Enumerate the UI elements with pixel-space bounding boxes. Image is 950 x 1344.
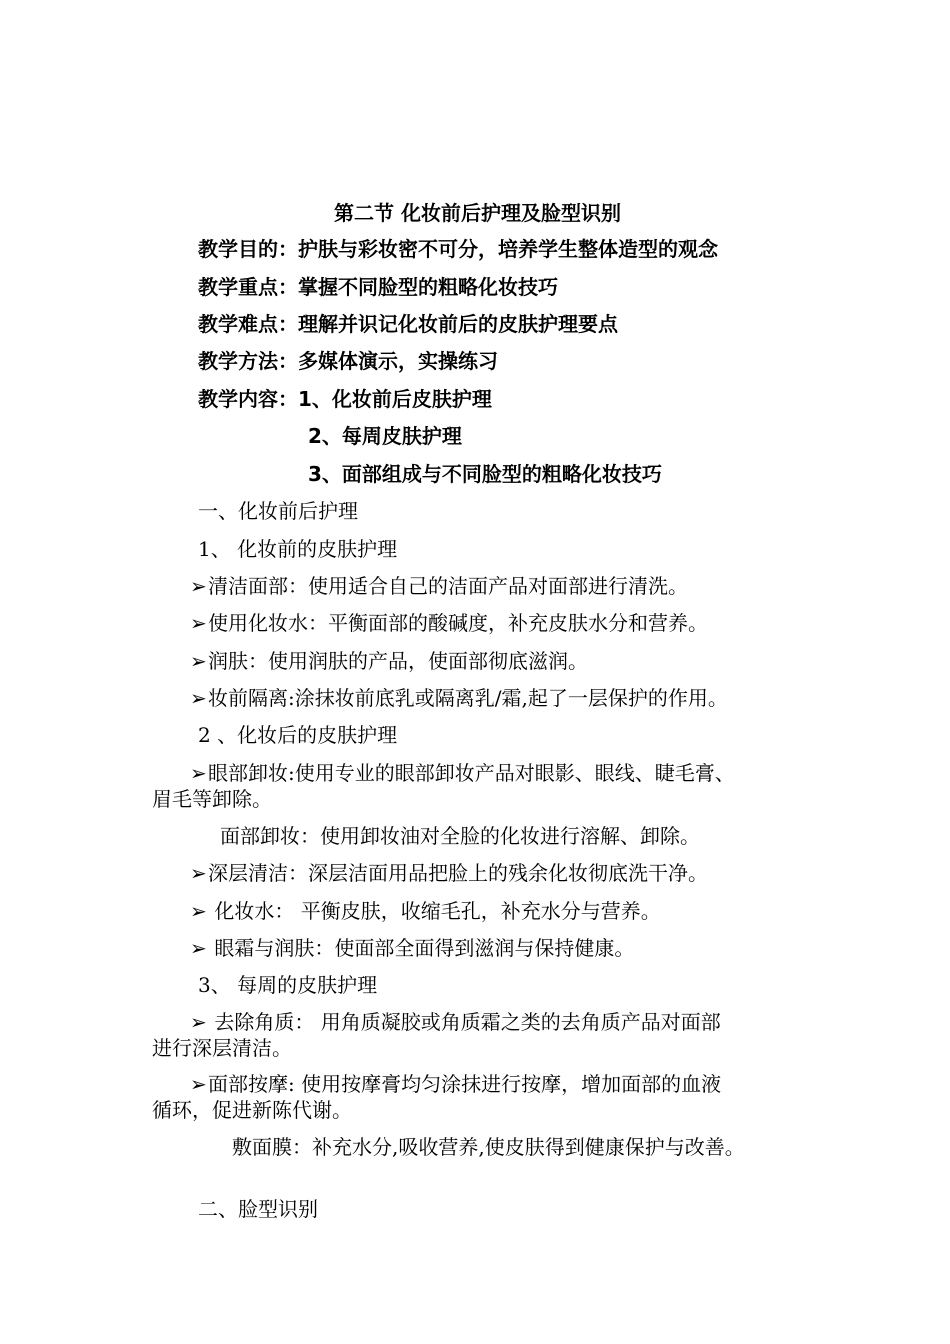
list-item (190, 760, 735, 786)
list-item-continuation: 眉毛等卸除。 (152, 787, 272, 811)
list-item-text: 清洁面部：使用适合自己的洁面产品对面部进行清洗。 (208, 574, 688, 598)
list-item-text: 面部按摩: 使用按摩膏均匀涂抹进行按摩，增加面部的血液 (208, 1072, 722, 1096)
list-item (190, 610, 708, 636)
sub1-heading: 1、 化妆前的皮肤护理 (198, 537, 398, 561)
list-item (190, 935, 634, 961)
list-item (190, 860, 708, 886)
list-item-text: 化妆水： 平衡皮肤，收缩毛孔，补充水分与营养。 (208, 899, 661, 923)
arrow-bullet-icon: ➢ (190, 1010, 207, 1034)
arrow-bullet-icon: ➢ (190, 761, 207, 785)
list-item (190, 1071, 721, 1097)
page-title: 第二节 化妆前后护理及脸型识别 (334, 201, 621, 225)
list-item-text: 妆前隔离:涂抹妆前底乳或隔离乳/霜,起了一层保护的作用。 (208, 686, 728, 710)
arrow-bullet-icon: ➢ (190, 574, 207, 598)
list-item: 敷面膜：补充水分,吸收营养,使皮肤得到健康保护与改善。 (232, 1135, 745, 1159)
sub2-heading: 2 、化妆后的皮肤护理 (198, 723, 398, 747)
list-item-continuation: 循环，促进新陈代谢。 (152, 1098, 352, 1122)
list-item (190, 685, 728, 711)
list-item (190, 648, 588, 674)
teaching-focus: 教学重点：掌握不同脸型的粗略化妆技巧 (198, 275, 558, 299)
teaching-content-3: 3、面部组成与不同脸型的粗略化妆技巧 (308, 462, 662, 486)
list-item-text: 使用化妆水：平衡面部的酸碱度，补充皮肤水分和营养。 (208, 611, 708, 635)
list-item-text: 深层清洁：深层洁面用品把脸上的残余化妆彻底洗干净。 (208, 861, 708, 885)
teaching-content-2: 2、每周皮肤护理 (308, 424, 462, 448)
sub3-heading: 3、 每周的皮肤护理 (198, 973, 378, 997)
teaching-difficulty: 教学难点：理解并识记化妆前后的皮肤护理要点 (198, 312, 618, 336)
list-item-text: 润肤：使用润肤的产品，使面部彻底滋润。 (208, 649, 588, 673)
arrow-bullet-icon: ➢ (190, 936, 207, 960)
list-item (190, 573, 688, 599)
list-item (190, 898, 661, 924)
section1-heading: 一、化妆前后护理 (198, 499, 358, 523)
list-item-text: 眼霜与润肤：使面部全面得到滋润与保持健康。 (208, 936, 635, 960)
list-item (190, 1009, 721, 1035)
list-item-text: 去除角质： 用角质凝胶或角质霜之类的去角质产品对面部 (208, 1010, 721, 1034)
arrow-bullet-icon: ➢ (190, 649, 207, 673)
teaching-purpose: 教学目的：护肤与彩妆密不可分，培养学生整体造型的观念 (198, 237, 718, 261)
list-item-continuation: 进行深层清洁。 (152, 1036, 292, 1060)
section2-heading: 二、脸型识别 (198, 1197, 318, 1221)
arrow-bullet-icon: ➢ (190, 611, 207, 635)
arrow-bullet-icon: ➢ (190, 1072, 207, 1096)
arrow-bullet-icon: ➢ (190, 686, 207, 710)
arrow-bullet-icon: ➢ (190, 861, 207, 885)
arrow-bullet-icon: ➢ (190, 899, 207, 923)
teaching-content-1: 教学内容：1、化妆前后皮肤护理 (198, 387, 492, 411)
list-item-text: 眼部卸妆:使用专业的眼部卸妆产品对眼影、眼线、睫毛膏、 (208, 761, 735, 785)
teaching-method: 教学方法：多媒体演示，实操练习 (198, 349, 498, 373)
list-item: 面部卸妆：使用卸妆油对全脸的化妆进行溶解、卸除。 (220, 824, 700, 848)
